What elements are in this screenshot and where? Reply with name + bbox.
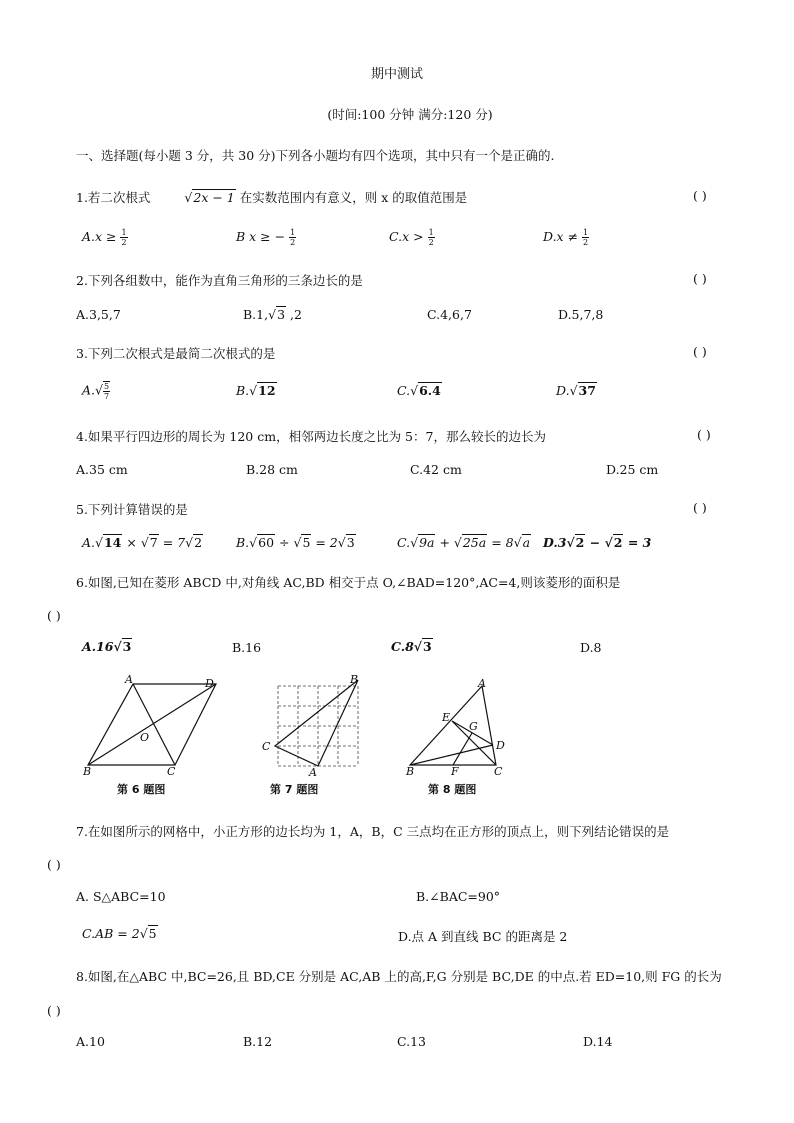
caption-figure-8: 第 8 题图: [428, 783, 477, 796]
q4-option-a[interactable]: A.35 cm: [76, 462, 128, 477]
q6-option-d[interactable]: D.8: [580, 640, 602, 655]
question-5-stem: 5.下列计算错误的是: [76, 502, 188, 517]
figure-8-triangle: [398, 672, 518, 780]
label-a: A: [309, 766, 317, 779]
q7-option-b[interactable]: B.∠BAC=90°: [416, 889, 501, 904]
q2-option-c[interactable]: C.4,6,7: [427, 307, 472, 322]
question-1-radical: √2x − 1: [184, 190, 235, 205]
question-6-stem: 6.如图,已知在菱形 ABCD 中,对角线 AC,BD 相交于点 O,∠BAD=120°,AC=4,则该菱形的面积是: [76, 575, 621, 590]
q3-option-c[interactable]: C.√6.4: [397, 383, 441, 398]
label-f: F: [451, 765, 459, 778]
page-title: 期中测试: [370, 67, 423, 82]
label-b: B: [350, 673, 359, 686]
q1-option-a[interactable]: A.x ≥ $\frac{1}{2}$: [82, 228, 127, 247]
q3-option-d[interactable]: D.√37: [556, 383, 596, 398]
question-2-stem: 2.下列各组数中，能作为直角三角形的三条边长的是: [76, 273, 363, 288]
caption-figure-6: 第 6 题图: [117, 783, 166, 796]
answer-bracket-3: ( ): [693, 344, 707, 359]
figure-7-grid: [260, 672, 370, 780]
question-3-stem: 3.下列二次根式是最简二次根式的是: [76, 346, 276, 361]
q8-option-a[interactable]: A.10: [76, 1034, 105, 1049]
q6-option-b[interactable]: B.16: [232, 640, 262, 655]
q6-option-c[interactable]: C.8√3: [391, 639, 432, 654]
q3-option-a[interactable]: A.√ $\frac{5}{7}$: [82, 382, 110, 401]
q1-option-d[interactable]: D.x ≠ $\frac{1}{2}$: [543, 228, 589, 247]
q2-option-d[interactable]: D.5,7,8: [558, 307, 604, 322]
q8-option-d[interactable]: D.14: [583, 1034, 613, 1049]
label-b: B: [406, 765, 415, 778]
label-g: G: [469, 720, 478, 733]
label-c: C: [167, 765, 176, 778]
label-a: A: [125, 673, 133, 686]
question-1-stem-a: 1.若二次根式: [76, 190, 151, 205]
label-c: C: [494, 765, 503, 778]
label-c: C: [262, 740, 271, 753]
q5-option-a[interactable]: A.√14 × √7 = 7√2: [82, 535, 203, 550]
q4-option-b[interactable]: B.28 cm: [246, 462, 298, 477]
q3-option-b[interactable]: B.√12: [236, 383, 276, 398]
q8-option-b[interactable]: B.12: [243, 1034, 273, 1049]
figure-6-rhombus: [75, 672, 235, 780]
caption-figure-7: 第 7 题图: [270, 783, 319, 796]
answer-bracket-4: ( ): [697, 427, 711, 442]
q7-option-a[interactable]: A. S△ABC=10: [76, 889, 166, 904]
q5-option-b[interactable]: B.√60 ÷ √5 = 2√3: [236, 535, 355, 550]
answer-bracket-2: ( ): [693, 271, 707, 286]
answer-bracket-5: ( ): [693, 500, 707, 515]
q4-option-d[interactable]: D.25 cm: [606, 462, 659, 477]
answer-bracket-8: ( ): [47, 1003, 61, 1018]
q8-option-c[interactable]: C.13: [397, 1034, 426, 1049]
label-e: E: [442, 711, 451, 724]
answer-bracket-7: ( ): [47, 857, 61, 872]
q2-option-a[interactable]: A.3,5,7: [76, 307, 121, 322]
label-a: A: [478, 677, 486, 690]
q7-option-c[interactable]: C.AB = 2√5: [82, 926, 157, 941]
q5-option-d[interactable]: D.3√2 − √2 = 3: [543, 535, 652, 550]
q1-option-b[interactable]: B x ≥ − $\frac{1}{2}$: [236, 228, 296, 247]
q2-option-b[interactable]: B.1,√3 ,2: [243, 307, 302, 322]
q6-option-a[interactable]: A.16√3: [82, 639, 132, 654]
question-1-stem-b: 在实数范围内有意义，则 x 的取值范围是: [239, 190, 468, 205]
q5-option-c[interactable]: C.√9a + √25a = 8√a: [397, 535, 531, 550]
answer-bracket-6: ( ): [47, 608, 61, 623]
question-1-stem: [76, 188, 467, 206]
q4-option-c[interactable]: C.42 cm: [410, 462, 462, 477]
label-o: O: [140, 731, 150, 744]
question-4-stem: 4.如果平行四边形的周长为 120 cm，相邻两边长度之比为 5：7，那么较长的边长为: [76, 429, 546, 444]
question-8-stem: 8.如图,在△ABC 中,BC=26,且 BD,CE 分别是 AC,AB 上的高,F,G 分别是 BC,DE 的中点.若 ED=10,则 FG 的长为: [76, 969, 722, 984]
q7-option-d[interactable]: D.点 A 到直线 BC 的距离是 2: [398, 929, 568, 944]
question-7-stem: 7.在如图所示的网格中，小正方形的边长均为 1，A，B，C 三点均在正方形的顶点上，则下列结论错误的是: [76, 824, 670, 839]
answer-bracket-1: ( ): [693, 188, 707, 203]
label-d: D: [496, 739, 505, 752]
label-d: D: [205, 677, 214, 690]
exam-info: (时间:100 分钟 满分:120 分): [327, 107, 493, 122]
section-heading: 一、选择题(每小题 3 分，共 30 分)下列各小题均有四个选项，其中只有一个是正确的.: [76, 148, 555, 163]
q1-option-c[interactable]: C.x > $\frac{1}{2}$: [389, 228, 434, 247]
label-b: B: [83, 765, 92, 778]
